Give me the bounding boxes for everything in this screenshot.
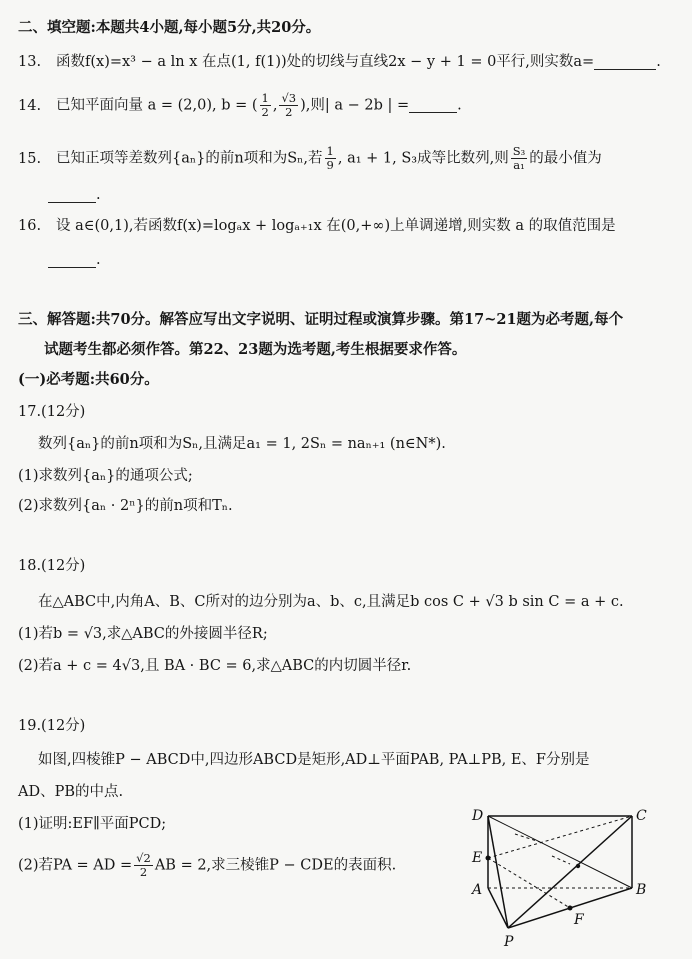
q19-title: 19.(12分) [18, 718, 86, 734]
q17-stem: 数列{aₙ}的前n项和为Sₙ,且满足a₁ = 1, 2Sₙ = naₙ₊₁ (n∈N*). [38, 436, 446, 452]
question-14 [0, 92, 692, 119]
q16-blank [48, 253, 96, 268]
point-E [486, 856, 491, 861]
q16-answer-line [0, 250, 692, 270]
q14-blank [409, 98, 457, 113]
q13-text: 函数f(x)=x³ − a ln x 在点(1, f(1))处的切线与直线2x − y + 1 = 0平行,则实数a= [56, 54, 595, 70]
q14-text-post: ),则| a − 2b | = [300, 97, 410, 114]
q15-frac2-den: a₁ [513, 158, 525, 172]
q14-frac2 [279, 92, 298, 119]
label-C: C [636, 808, 647, 824]
q15-blank [48, 188, 96, 203]
q15-frac1-num: 1 [326, 144, 334, 158]
label-D: D [472, 808, 484, 824]
q18-stem: 在△ABC中,内角A、B、C所对的边分别为a、b、c,且满足b cos C + √3 b sin C = a + c. [38, 594, 624, 610]
q14-end: . [457, 97, 462, 114]
q17-part2: (2)求数列{aₙ · 2ⁿ}的前n项和Tₙ. [18, 498, 233, 514]
q14-frac1-den: 2 [261, 105, 269, 119]
q14-frac2-num: √3 [281, 91, 297, 105]
edge-PD [488, 816, 508, 928]
edge-PC [508, 816, 632, 928]
q15-frac2 [511, 145, 528, 172]
section2-header: 二、填空题:本题共4小题,每小题5分,共20分。 [18, 19, 321, 36]
q14-number: 14. [18, 97, 42, 114]
q15-answer-line [0, 185, 692, 205]
q13-blank [594, 55, 656, 70]
label-F: F [574, 912, 584, 928]
q17-part1: (1)求数列{aₙ}的通项公式; [18, 468, 193, 484]
q16-text: 设 a∈(0,1),若函数f(x)=logₐx + logₐ₊₁x 在(0,+∞)上单调递增,则实数 a 的取值范围是 [56, 218, 616, 234]
pyramid-figure [460, 800, 670, 950]
q18-title: 18.(12分) [18, 558, 86, 574]
q19-part2-pre: (2)若PA = AD = [18, 857, 133, 874]
point-F [568, 906, 573, 911]
section3-header: 三、解答题:共70分。解答应写出文字说明、证明过程或演算步骤。第17~21题为必考题,每个 [18, 311, 624, 328]
label-P: P [504, 934, 514, 950]
section3-subheader: (一)必考题:共60分。 [18, 371, 159, 388]
q16-number: 16. [18, 218, 42, 234]
q14-text-pre: 已知平面向量 a = (2,0), b = ( [56, 97, 258, 114]
q18-part2: (2)若a + c = 4√3,且 BA · BC = 6,求△ABC的内切圆半径r. [18, 658, 412, 674]
question-15 [0, 145, 692, 172]
q15-frac1 [325, 145, 336, 172]
q19-frac-den: 2 [139, 865, 148, 879]
q15-end: . [96, 187, 101, 203]
q16-end: . [96, 252, 101, 268]
q19-part2-post: AB = 2,求三棱锥P − CDE的表面积. [154, 857, 397, 874]
q14-frac1 [260, 92, 271, 119]
q15-text-mid: , a₁ + 1, S₃成等比数列,则 [337, 150, 509, 167]
q14-text-mid: , [272, 97, 278, 114]
q19-frac [134, 852, 153, 879]
question-13 [0, 52, 692, 72]
edge-DB [488, 816, 632, 888]
q15-frac1-den: 9 [326, 158, 334, 172]
q15-text-pre: 已知正项等差数列{aₙ}的前n项和为Sₙ,若 [56, 150, 323, 167]
q13-end: . [656, 54, 661, 70]
hidden-mark-2 [552, 856, 570, 864]
q14-frac2-den: 2 [285, 105, 293, 119]
point-mid [576, 864, 580, 868]
section3-header-line2: 试题考生都必须作答。第22、23题为选考题,考生根据要求作答。 [44, 341, 467, 358]
question-16 [0, 216, 692, 236]
label-B: B [636, 882, 647, 898]
q19-stem-line2: AD、PB的中点. [18, 784, 124, 800]
q19-stem: 如图,四棱锥P − ABCD中,四边形ABCD是矩形,AD⊥平面PAB, PA⊥PB, E、F分别是 [38, 752, 590, 768]
q19-frac-num: √2 [136, 851, 151, 865]
q15-text-post: 的最小值为 [529, 150, 602, 167]
q19-part1: (1)证明:EF∥平面PCD; [18, 816, 167, 832]
label-E: E [472, 850, 483, 866]
q18-part1: (1)若b = √3,求△ABC的外接圆半径R; [18, 626, 268, 642]
label-A: A [472, 882, 483, 898]
q13-number: 13. [18, 54, 42, 70]
q15-number: 15. [18, 150, 42, 167]
q15-frac2-num: S₃ [512, 144, 526, 158]
q17-title: 17.(12分) [18, 404, 86, 420]
q14-frac1-num: 1 [261, 91, 269, 105]
